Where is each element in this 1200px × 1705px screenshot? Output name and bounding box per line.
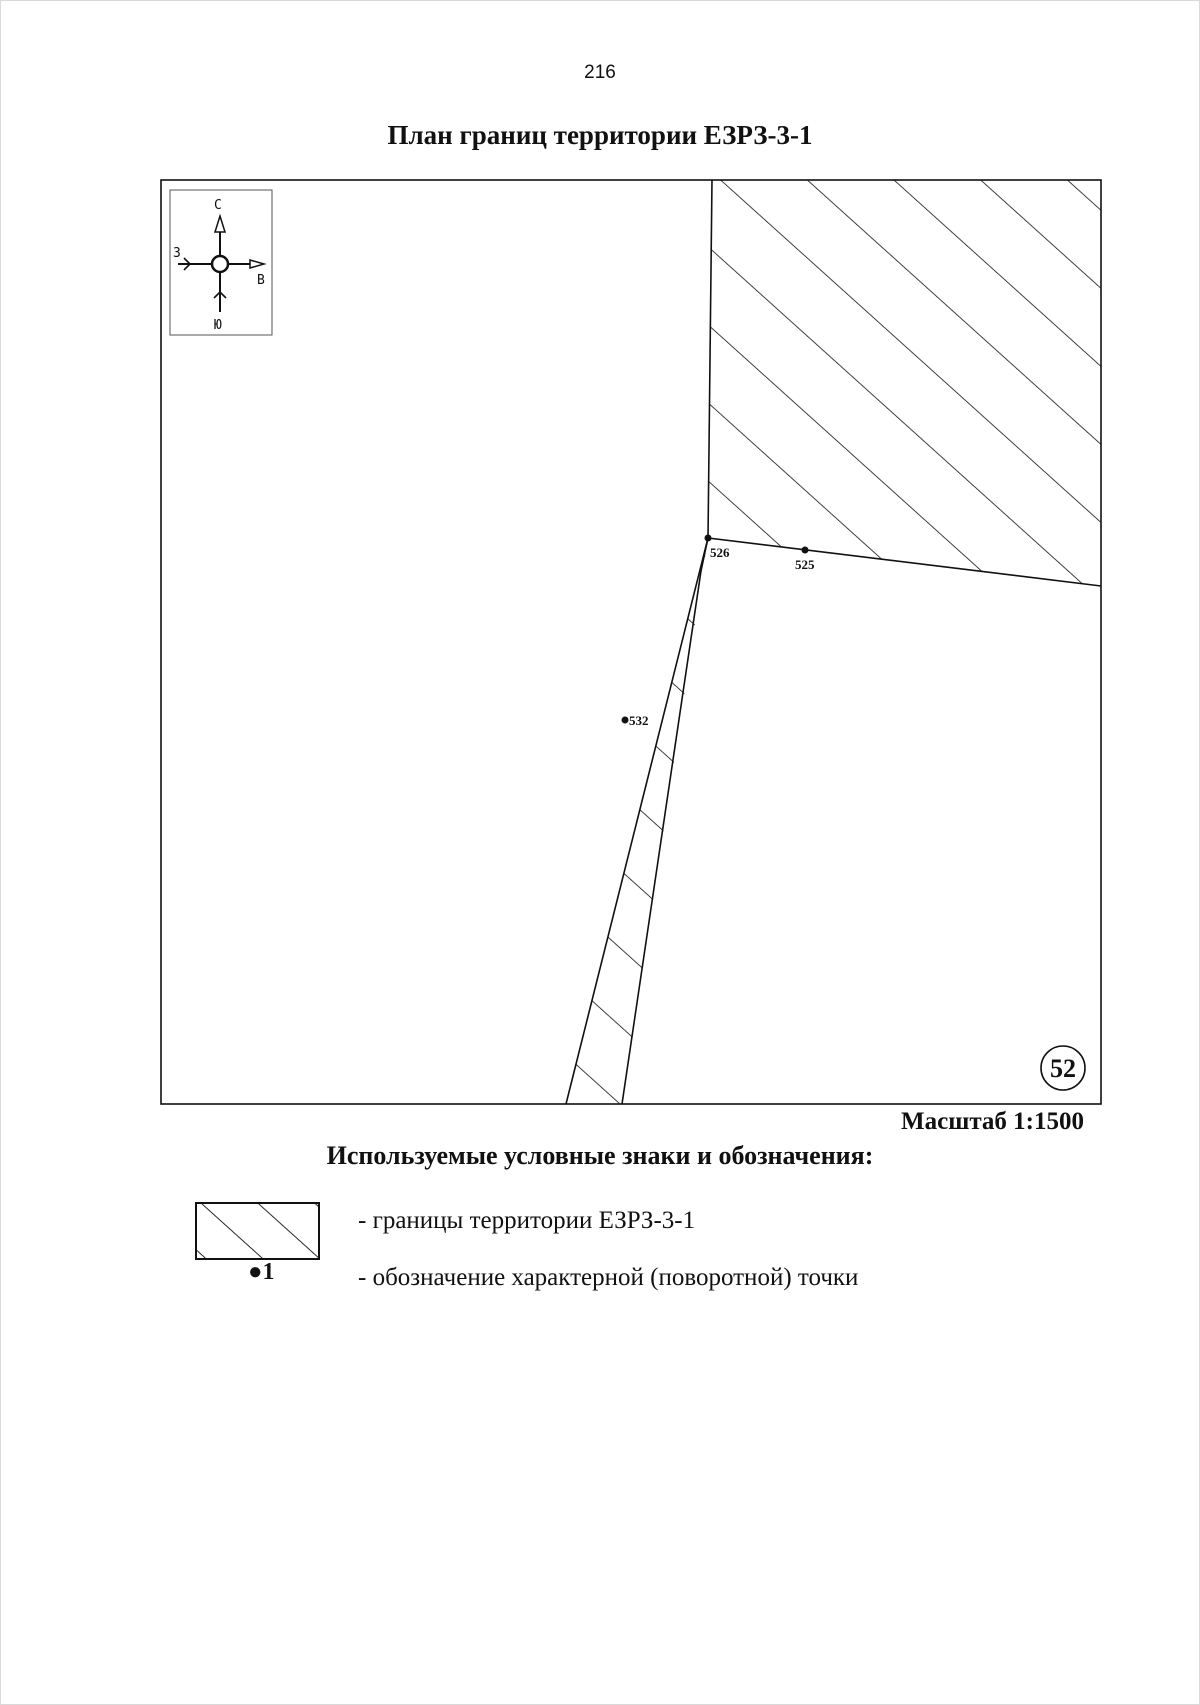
legend-point-symbol: ●1	[248, 1259, 275, 1285]
sheet-number: 52	[1050, 1054, 1076, 1083]
point-532-label: 532	[629, 713, 649, 728]
compass-east-label: В	[257, 273, 265, 288]
compass-center	[212, 256, 228, 272]
point-532-marker	[622, 717, 629, 724]
legend-item-boundary-text: - границы территории ЕЗРЗ-3-1	[358, 1207, 696, 1234]
legend-item-point-text: - обозначение характерной (поворотной) точки	[358, 1264, 859, 1291]
point-525-label: 525	[795, 557, 815, 572]
compass-south-label: Ю	[214, 318, 222, 333]
point-526-label: 526	[710, 545, 730, 560]
page-title: План границ территории ЕЗРЗ-3-1	[387, 120, 813, 150]
legend-hatched-symbol	[196, 1203, 319, 1259]
point-525-marker	[802, 547, 809, 554]
compass-west-label: З	[173, 246, 181, 261]
compass-north-label: С	[214, 198, 222, 213]
legend-title: Используемые условные знаки и обозначения:	[326, 1141, 874, 1170]
point-526-marker	[705, 535, 712, 542]
page-number: 216	[584, 62, 616, 83]
scale-label: Масштаб 1:1500	[901, 1108, 1084, 1135]
sheet-number-badge	[1041, 1046, 1085, 1090]
